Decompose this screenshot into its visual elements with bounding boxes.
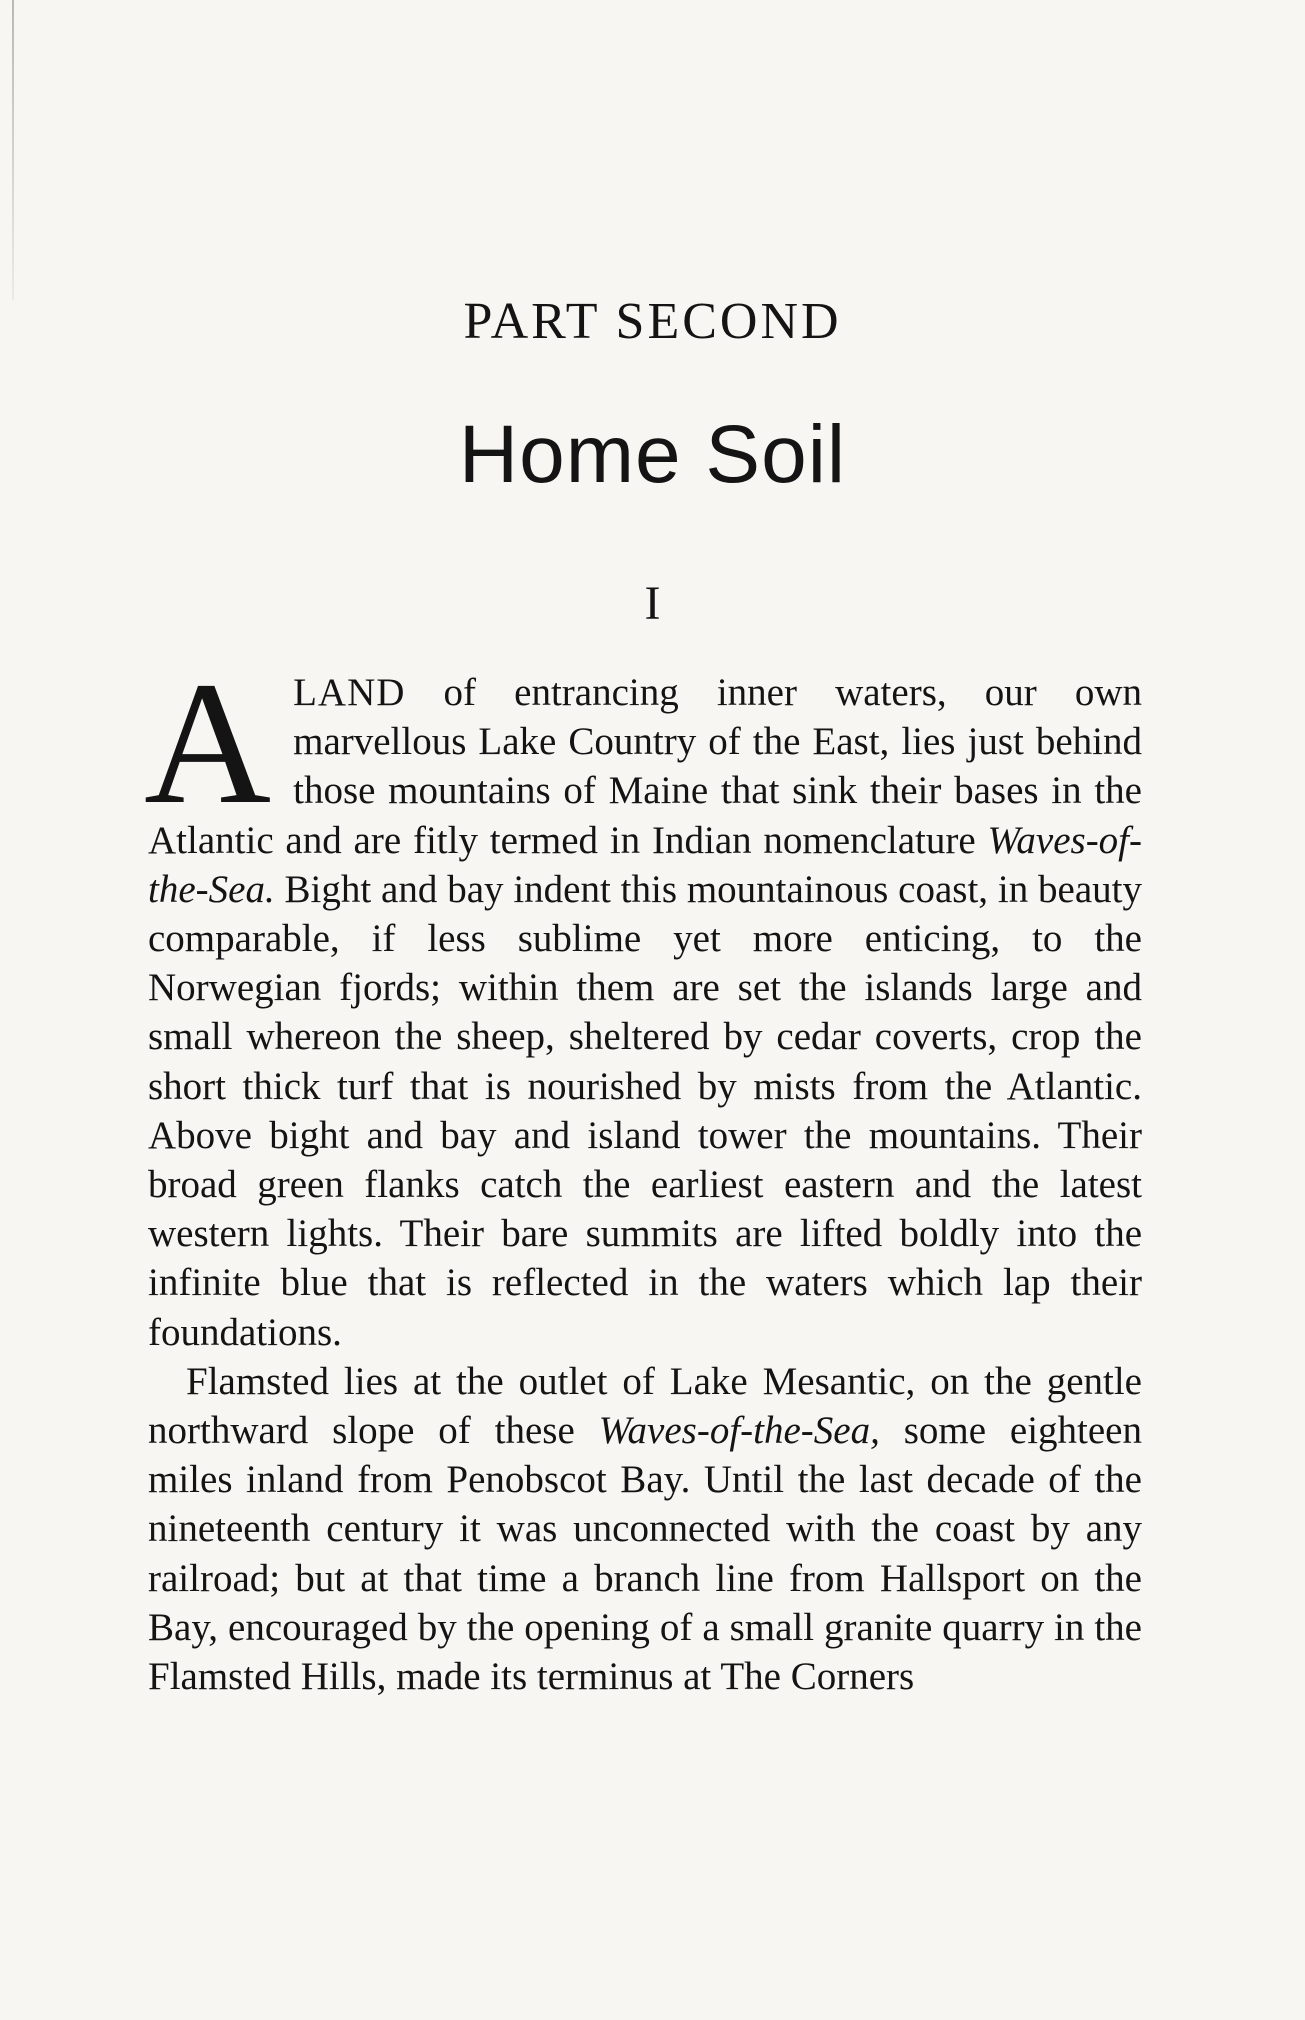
paragraph-2-italic: Waves-of-the-Sea,	[598, 1409, 880, 1453]
chapter-title: Home Soil	[458, 409, 847, 500]
paragraph-2	[148, 1357, 1142, 1701]
scan-edge-shadow	[12, 0, 14, 300]
lead-word: LAND	[293, 671, 406, 714]
chapter-number: I	[644, 577, 661, 630]
paragraph-2-text-a: Flamsted lies at the outlet of Lake Mesantic, on the gentle northward slope of these	[148, 1359, 1142, 1453]
paragraph-1-text-a: of entrancing inner waters, our own marvellous Lake Country of the East, lies just behind those mountains of Maine that sink their bases in the Atlantic and are fitly termed in Indian nomenclature	[148, 671, 1142, 862]
part-heading: PART SECOND	[463, 293, 842, 350]
body-text	[144, 646, 1142, 1701]
paragraph-1	[144, 646, 1142, 1357]
drop-cap: A	[144, 646, 272, 841]
paragraph-1-text-b: Bight and bay indent this mountainous coast, in beauty comparable, if less sublime yet more enticing, to the Norwegian fjords; within them are set the islands large and small whereon the sheep, sheltered by cedar coverts, crop the short thick turf that is nourished by mists from the Atlantic. Above bight and bay and island tower the mountains. Their broad green flanks catch the earliest eastern and the latest western lights. Their bare summits are lifted boldly into the infinite blue that is reflected in the waters which lap their foundations.	[148, 867, 1142, 1354]
paragraph-1-italic: Waves-of-the-Sea.	[148, 818, 1142, 911]
paragraph-2-text-b: some eighteen miles inland from Penobscot Bay. Until the last decade of the nineteenth century it was unconnected with the coast by any railroad; but at that time a branch line from Hallsport on the Bay, encouraged by the opening of a small granite quarry in the Flamsted Hills, made its terminus at The Corners	[148, 1409, 1142, 1699]
